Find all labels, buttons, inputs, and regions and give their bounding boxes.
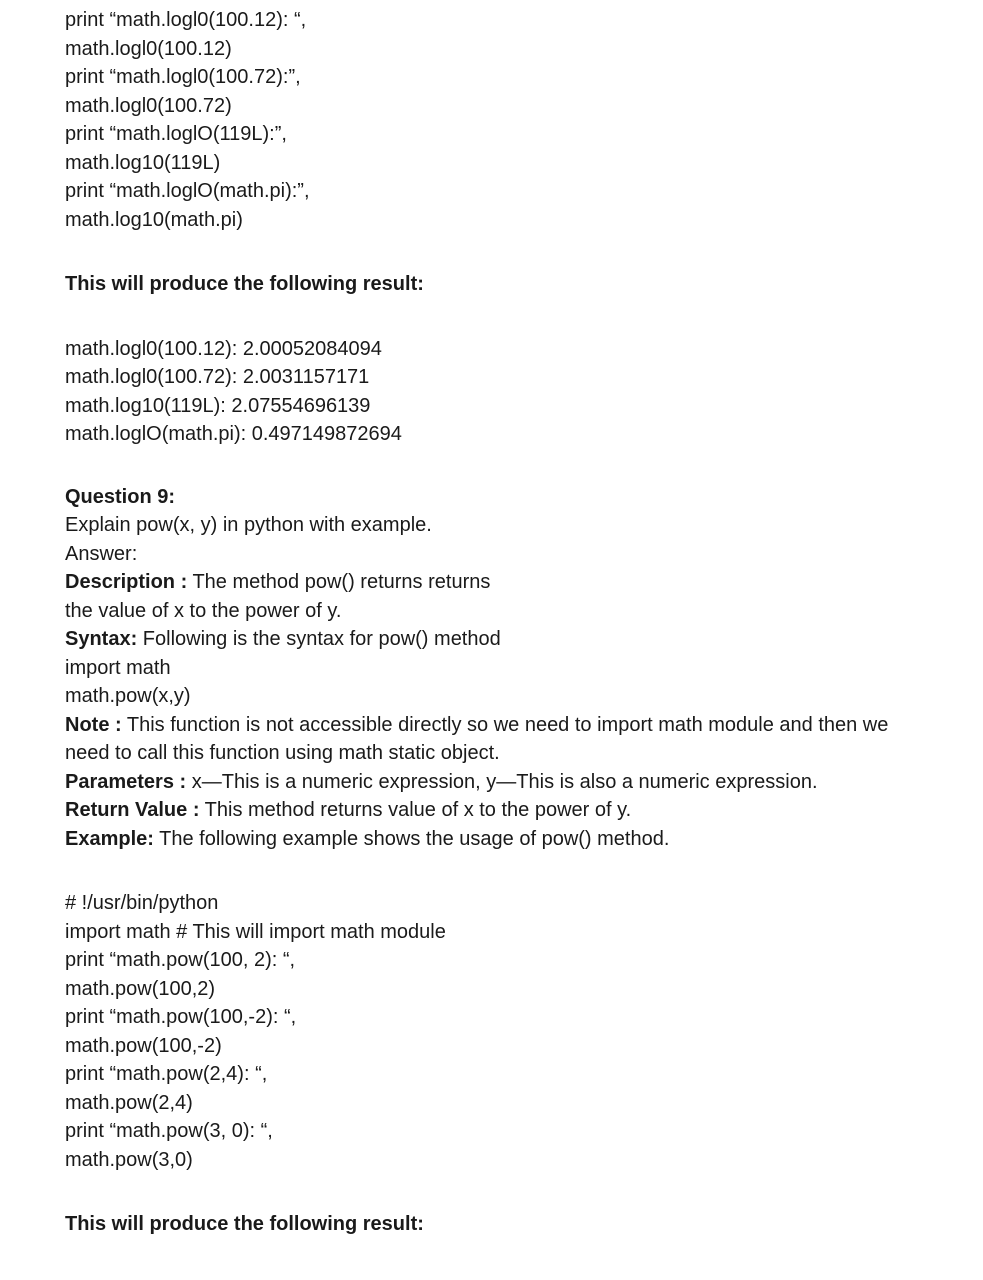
example-label: Example: [65, 827, 154, 850]
code-line: print “math.pow(2,4): “, [65, 1063, 268, 1085]
syntax-text: Following is the syntax for pow() method [137, 628, 501, 650]
result-block-log10 [65, 335, 965, 449]
example-line [65, 825, 965, 854]
code-block-log10 [65, 6, 965, 234]
syntax-code-line: import math [65, 656, 171, 679]
code-line: math.log10(math.pi) [65, 208, 243, 231]
return-value-label: Return Value : [65, 799, 200, 821]
code-line: math.log10(119L) [65, 151, 221, 174]
result-line: math.logl0(100.12): 2.00052084094 [65, 337, 382, 360]
result-heading-2: This will produce the following result: [65, 1213, 424, 1235]
code-line: math.pow(3,0) [65, 1148, 193, 1171]
note-line-2: need to call this function using math static object. [65, 742, 500, 764]
note-line-1 [65, 711, 965, 740]
document-page [65, 6, 965, 1239]
code-line: math.pow(100,2) [65, 977, 216, 1000]
code-line: print “math.logl0(100.72):”, [65, 66, 301, 88]
code-line: print “math.pow(3, 0): “, [65, 1120, 273, 1142]
code-line: math.logl0(100.72) [65, 94, 232, 117]
description-text: The method pow() returns returns [187, 571, 491, 593]
code-line: print “math.logl0(100.12): “, [65, 9, 307, 31]
description-line-2: the value of x to the power of y. [65, 599, 342, 622]
code-line: math.pow(2,4) [65, 1091, 193, 1114]
result-heading-1: This will produce the following result: [65, 273, 424, 295]
description-label: Description : [65, 571, 188, 593]
syntax-line [65, 625, 965, 654]
note-text: This function is not accessible directly so we need to import math module and then we [121, 713, 889, 736]
result-line: math.logl0(100.72): 2.0031157171 [65, 366, 370, 388]
parameters-label: Parameters : [65, 770, 187, 793]
answer-label: Answer: [65, 542, 138, 565]
code-line: print “math.pow(100,-2): “, [65, 1006, 297, 1028]
description-line-1 [65, 568, 965, 597]
example-text: The following example shows the usage of pow() method. [153, 827, 670, 850]
syntax-label: Syntax: [65, 628, 138, 650]
return-value-text: This method returns value of x to the power of y. [199, 799, 632, 821]
syntax-code-line: math.pow(x,y) [65, 685, 191, 707]
parameters-line [65, 768, 965, 797]
code-line: # !/usr/bin/python [65, 892, 219, 914]
code-line: math.logl0(100.12) [65, 37, 232, 60]
question-section [65, 483, 965, 854]
code-line: print “math.loglO(math.pi):”, [65, 180, 310, 202]
result-line: math.log10(119L): 2.07554696139 [65, 394, 371, 417]
code-block-pow [65, 889, 965, 1174]
parameters-text: x—This is a numeric expression, y—This is also a numeric expression. [186, 770, 818, 793]
note-label: Note : [65, 713, 122, 736]
code-line: print “math.pow(100, 2): “, [65, 949, 296, 971]
code-line: math.pow(100,-2) [65, 1034, 222, 1057]
question-text: Explain pow(x, y) in python with example. [65, 514, 432, 536]
code-line: import math # This will import math module [65, 920, 446, 943]
return-value-line [65, 796, 965, 825]
code-line: print “math.loglO(119L):”, [65, 123, 287, 145]
result-line: math.loglO(math.pi): 0.497149872694 [65, 423, 402, 445]
question-title: Question 9: [65, 485, 176, 508]
